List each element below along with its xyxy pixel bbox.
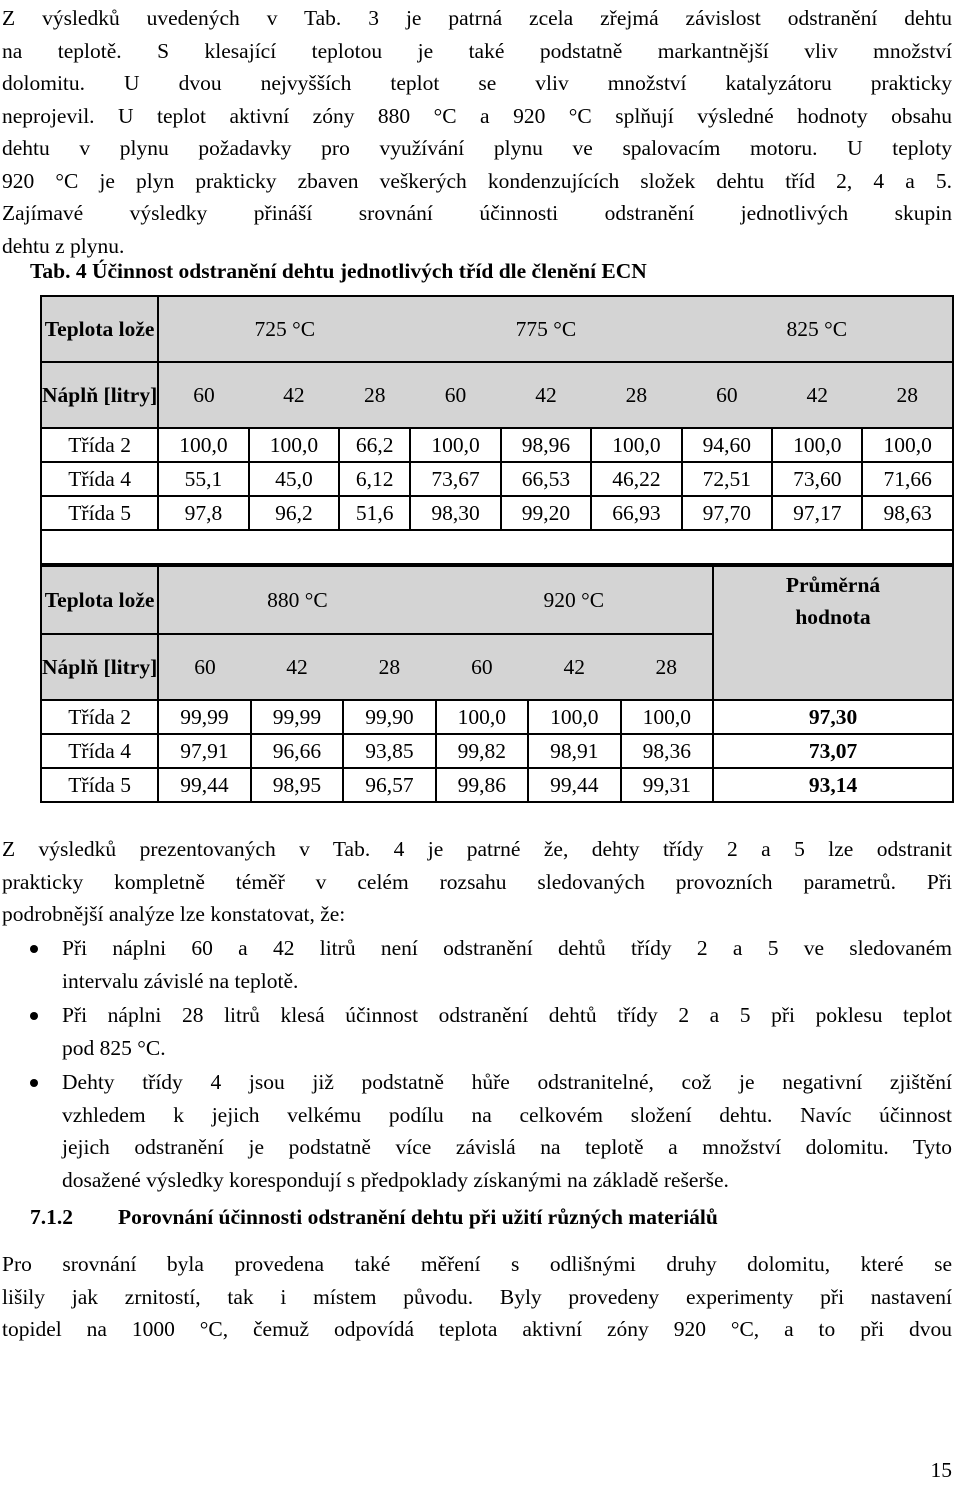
text-line: pod 825 °C. [62,1035,166,1060]
temp-header: 825 °C [682,296,953,362]
fill-header: 60 [410,362,500,428]
table-cell: 99,99 [251,700,343,734]
table-cell: 97,8 [158,496,248,530]
table-cell: 66,2 [339,428,410,462]
table-row [41,462,953,496]
table-cell: 100,0 [528,700,620,734]
fill-header: 28 [591,362,681,428]
table-cell: 6,12 [339,462,410,496]
average-header [713,566,953,700]
fill-header: 28 [862,362,953,428]
table-cell: 98,91 [528,734,620,768]
text-line: Z výsledků prezentovaných v Tab. 4 je patrné že, dehty třídy 2 a 5 lze odstranit [2,837,952,861]
table-cell: 46,22 [591,462,681,496]
text-line: dolomitu. U dvou nejvyšších teplot se vliv množství katalyzátoru prakticky [2,71,952,95]
table-cell: 99,82 [436,734,528,768]
text-line: lišily jak zrnitostí, tak i místem původu. Byly provedeny experimenty při nastavení [2,1284,952,1309]
napln-header: Náplň [litry] [41,634,158,700]
average-cell: 73,07 [713,734,953,768]
row-label: Třída 2 [41,428,158,462]
table-cell: 73,60 [772,462,862,496]
row-label: Třída 5 [41,496,158,530]
bullet-icon [30,945,38,953]
table-cell: 96,66 [251,734,343,768]
temp-header: 880 °C [158,566,435,634]
table-cell: 66,53 [501,462,591,496]
text-line: jejich odstranění je podstatně více závislá na teplotě a množství dolomitu. Tyto [62,1135,952,1159]
list-item [0,999,952,1064]
table-cell: 97,91 [158,734,250,768]
intro-paragraph [2,2,952,262]
table-cell: 100,0 [862,428,953,462]
table-cell: 100,0 [158,428,248,462]
table-cell: 100,0 [436,700,528,734]
page-number: 15 [930,1458,952,1482]
table-cell: 97,17 [772,496,862,530]
average-header-label: Průměrná hodnota [785,573,881,629]
average-cell: 93,14 [713,768,953,802]
tar-removal-table-part1 [40,295,954,565]
table-row [41,496,953,530]
table-cell: 98,63 [862,496,953,530]
text-line: podrobnější analýze lze konstatovat, že: [2,902,346,926]
table-row [41,700,953,734]
temp-header: 920 °C [436,566,713,634]
table-cell: 98,95 [251,768,343,802]
row-label: Třída 5 [41,768,158,802]
table-cell: 55,1 [158,462,248,496]
teplota-header: Teplota lože [41,296,158,362]
table-cell: 98,36 [621,734,713,768]
table-cell: 51,6 [339,496,410,530]
text-line: na teplotě. S klesající teplotou je také podstatně markantnější vliv množství [2,38,952,63]
fill-header: 28 [339,362,410,428]
row-label: Třída 4 [41,462,158,496]
fill-header: 60 [682,362,772,428]
table-cell: 99,99 [158,700,250,734]
text-line: topidel na 1000 °C, čemuž odpovídá teplota aktivní zóny 920 °C, a to při dvou [2,1317,952,1341]
fill-header: 42 [501,362,591,428]
fill-header: 60 [158,362,248,428]
teplota-header: Teplota lože [41,566,158,634]
table-cell: 99,44 [528,768,620,802]
fill-header: 28 [343,634,435,700]
fill-header: 28 [621,634,713,700]
list-item [0,1066,952,1196]
text-line: Zajímavé výsledky přináší srovnání účinnosti odstranění jednotlivých skupin [2,201,952,225]
table-cell: 73,67 [410,462,500,496]
fill-header: 42 [251,634,343,700]
table-cell: 93,85 [343,734,435,768]
section-number: 7.1.2 [30,1205,73,1229]
table-cell: 100,0 [621,700,713,734]
text-line: dehtu z plynu. [2,233,125,258]
table-cell: 72,51 [682,462,772,496]
napln-header: Náplň [litry] [41,362,158,428]
table-cell: 97,70 [682,496,772,530]
bullet-icon [30,1079,38,1087]
empty-cell [41,530,953,564]
table-cell: 100,0 [410,428,500,462]
table-cell: 66,93 [591,496,681,530]
fill-header: 60 [158,634,250,700]
text-line: Z výsledků uvedených v Tab. 3 je patrná zcela zřejmá závislost odstranění dehtu [2,6,952,30]
table-cell: 99,20 [501,496,591,530]
table-caption [30,255,647,287]
text-line: neprojevil. U teplot aktivní zóny 880 °C a 920 °C splňují výsledné hodnoty obsahu [2,103,952,128]
text-line: intervalu závislé na teplotě. [62,968,299,993]
table-caption-label: Tab. 4 [30,259,87,283]
table-cell: 98,96 [501,428,591,462]
table-cell: 99,31 [621,768,713,802]
section-title: Porovnání účinnosti odstranění dehtu při užití různých materiálů [118,1205,718,1229]
table-row [41,428,953,462]
fill-header: 42 [249,362,339,428]
spacer-row [41,530,953,564]
text-line: dosažené výsledky korespondují s předpoklady získanými na základě rešerše. [62,1167,729,1192]
table-cell: 99,90 [343,700,435,734]
fill-header: 42 [772,362,862,428]
table-cell: 100,0 [772,428,862,462]
section-heading [30,1205,718,1230]
fill-header: 60 [436,634,528,700]
table-cell: 71,66 [862,462,953,496]
table-row [41,768,953,802]
text-line: prakticky kompletně téměř v celém rozsahu sledovaných provozních parametrů. Při [2,869,952,894]
text-line: Při náplni 60 a 42 litrů není odstranění dehtů třídy 2 a 5 ve sledovaném [62,936,952,960]
table-cell: 100,0 [249,428,339,462]
table-cell: 98,30 [410,496,500,530]
row-label: Třída 4 [41,734,158,768]
final-paragraph [2,1248,952,1346]
table-cell: 99,86 [436,768,528,802]
table-cell: 94,60 [682,428,772,462]
table-cell: 45,0 [249,462,339,496]
text-line: Dehty třídy 4 jsou již podstatně hůře odstranitelné, což je negativní zjištění [62,1070,952,1094]
text-line: Při náplni 28 litrů klesá účinnost odstranění dehtů třídy 2 a 5 při poklesu teplot [62,1003,952,1027]
table-cell: 99,44 [158,768,250,802]
table-caption-text: Účinnost odstranění dehtu jednotlivých tříd dle členění ECN [91,259,647,283]
table-cell: 96,2 [249,496,339,530]
tar-removal-table-part2 [40,565,954,803]
fill-header: 42 [528,634,620,700]
text-line: 920 °C je plyn prakticky zbaven veškerých kondenzujících složek dehtu tříd 2, 4 a 5. [2,168,952,193]
text-line: vzhledem k jejich velkému podílu na celkovém složení dehtu. Navíc účinnost [62,1102,952,1127]
table-cell: 96,57 [343,768,435,802]
temp-header: 725 °C [158,296,410,362]
table-cell: 100,0 [591,428,681,462]
table-row [41,734,953,768]
row-label: Třída 2 [41,700,158,734]
bullet-icon [30,1012,38,1020]
list-item [0,932,952,997]
text-line: dehtu v plynu požadavky pro využívání plynu ve spalovacím motoru. U teploty [2,136,952,160]
findings-list [0,932,952,1198]
text-line: Pro srovnání byla provedena také měření s odlišnými druhy dolomitu, které se [2,1252,952,1276]
temp-header: 775 °C [410,296,681,362]
results-paragraph [2,833,952,931]
average-cell: 97,30 [713,700,953,734]
